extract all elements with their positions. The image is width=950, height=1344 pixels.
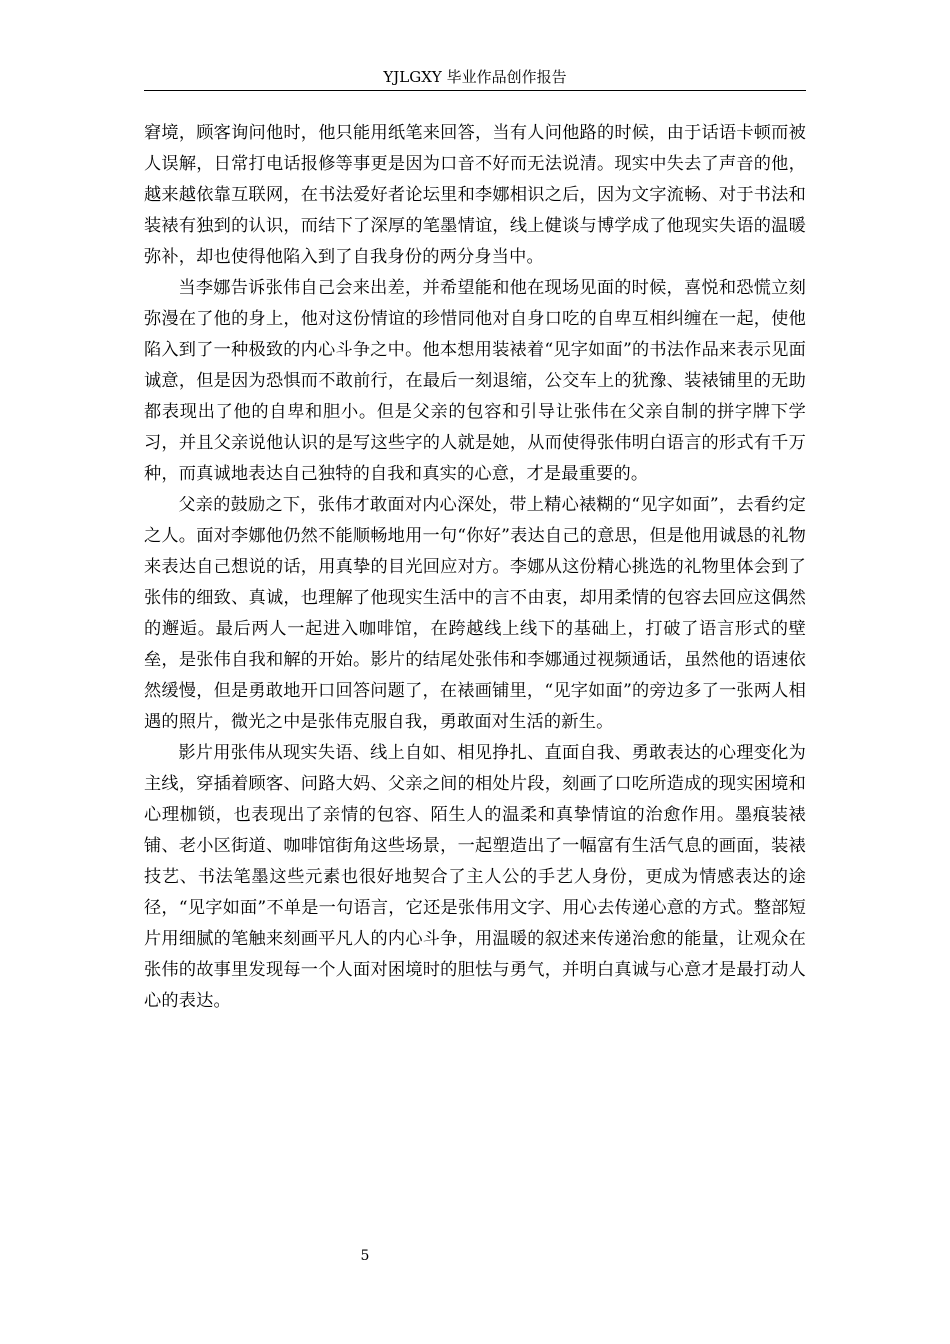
header-title: YJLGXY 毕业作品创作报告 [383,68,567,86]
page-header [144,64,806,91]
page-number: 5 [360,1248,370,1264]
paragraph-1: 窘境，顾客询问他时，他只能用纸笔来回答，当有人问他路的时候，由于话语卡顿而被人误解，日常打电话报修等事更是因为口音不好而无法说清。现实中失去了声音的他，越来越依靠互联网，在书法爱好者论坛里和李娜相识之后，因为文字流畅、对于书法和装裱有独到的认识，而结下了深厚的笔墨情谊，线上健谈与博学成了他现实失语的温暖弥补，却也使得他陷入到了自我身份的两分身当中。 [144,123,806,267]
document-body [144,118,806,1017]
paragraph-4: 影片用张伟从现实失语、线上自如、相见挣扎、直面自我、勇敢表达的心理变化为主线，穿插着顾客、问路大妈、父亲之间的相处片段，刻画了口吃所造成的现实困境和心理枷锁，也表现出了亲情的包容、陌生人的温柔和真挚情谊的治愈作用。墨痕装裱铺、老小区街道、咖啡馆街角这些场景，一起塑造出了一幅富有生活气息的画面，装裱技艺、书法笔墨这些元素也很好地契合了主人公的手艺人身份，更成为情感表达的途径，“见字如面”不单是一句语言，它还是张伟用文字、用心去传递心意的方式。整部短片用细腻的笔触来刻画平凡人的内心斗争，用温暖的叙述来传递治愈的能量，让观众在张伟的故事里发现每一个人面对困境时的胆怯与勇气，并明白真诚与心意才是最打动人心的表达。 [144,743,806,1011]
paragraph-2: 当李娜告诉张伟自己会来出差，并希望能和他在现场见面的时候，喜悦和恐慌立刻弥漫在了他的身上，他对这份情谊的珍惜同他对自身口吃的自卑互相纠缠在一起，使他陷入到了一种极致的内心斗争之中。他本想用装裱着“见字如面”的书法作品来表示见面诚意，但是因为恐惧而不敢前行，在最后一刻退缩，公交车上的犹豫、装裱铺里的无助都表现出了他的自卑和胆小。但是父亲的包容和引导让张伟在父亲自制的拼字牌下学习，并且父亲说他认识的是写这些字的人就是她，从而使得张伟明白语言的形式有千万种，而真诚地表达自己独特的自我和真实的心意，才是最重要的。 [144,278,806,484]
paragraph-3: 父亲的鼓励之下，张伟才敢面对内心深处，带上精心裱糊的“见字如面”，去看约定之人。面对李娜他仍然不能顺畅地用一句“你好”表达自己的意思，但是他用诚恳的礼物来表达自己想说的话，用真挚的目光回应对方。李娜从这份精心挑选的礼物里体会到了张伟的细致、真诚，也理解了他现实生活中的言不由衷，却用柔情的包容去回应这偶然的邂逅。最后两人一起进入咖啡馆，在跨越线上线下的基础上，打破了语言形式的壁垒，是张伟自我和解的开始。影片的结尾处张伟和李娜通过视频通话，虽然他的语速依然缓慢，但是勇敢地开口回答问题了，在裱画铺里，“见字如面”的旁边多了一张两人相遇的照片，微光之中是张伟克服自我，勇敢面对生活的新生。 [144,495,806,732]
